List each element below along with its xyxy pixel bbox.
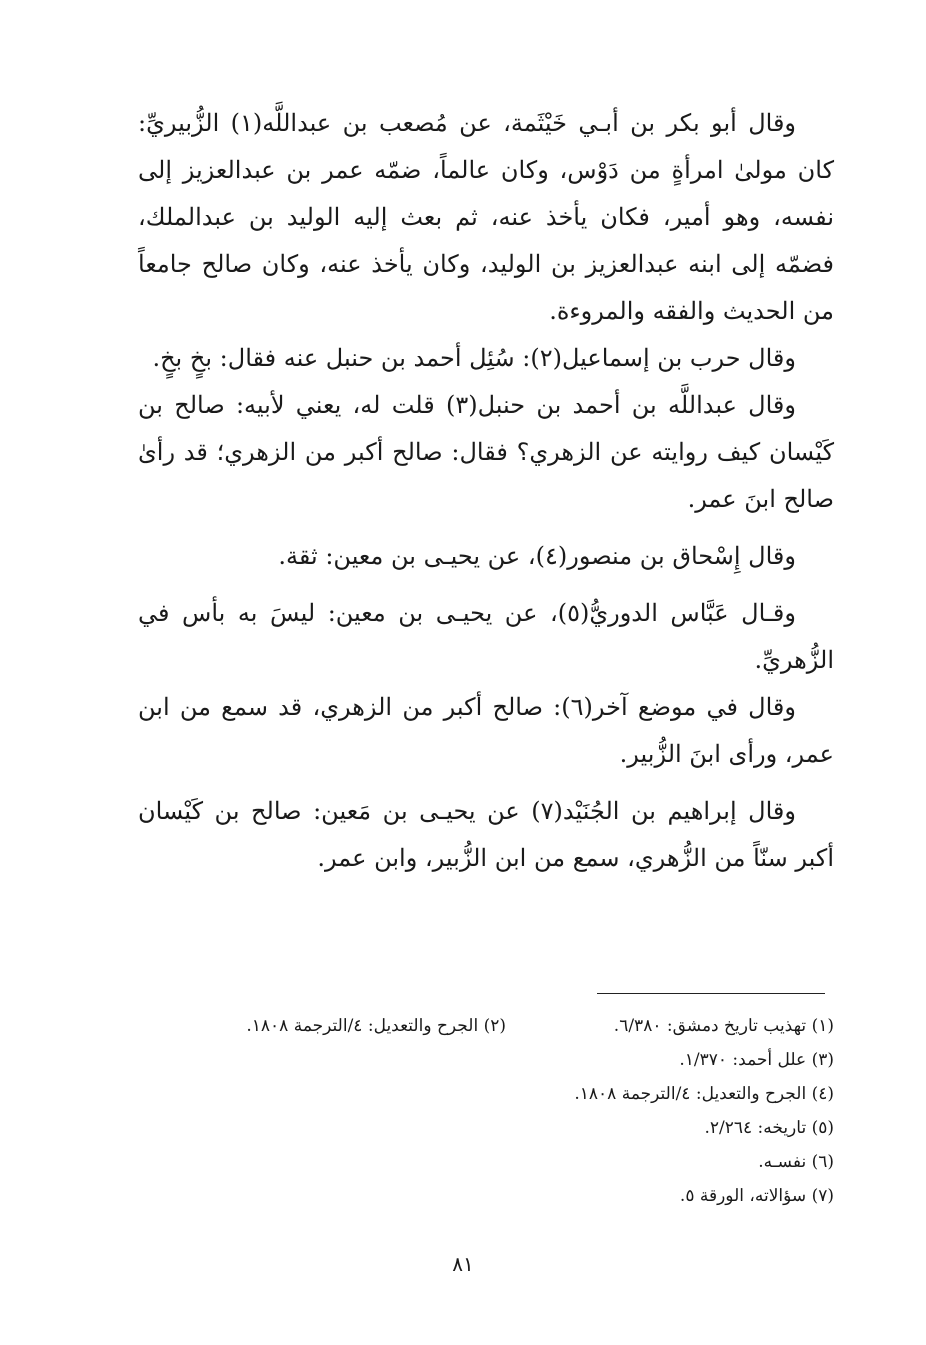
paragraph-abdullah: وقال عبداللَّه بن أحمد بن حنبل(٣) قلت له، يعني لأبيه: صالح بن كَيْسان كيف روايته عن الزهري؟ فقال: صالح أكبر من الزهري؛ قد رأىٰ صالح ابنَ عمر.: [138, 391, 834, 513]
footnote-row: [138, 1009, 834, 1043]
paragraph-harb: وقال حرب بن إسماعيل(٢): سُئِل أحمد بن حنبل عنه فقال: بخٍ بخٍ.: [152, 344, 796, 372]
footnote-2: (٢) الجرح والتعديل: ٤/الترجمة ١٨٠٨.: [246, 1016, 506, 1036]
footnote-row: [138, 1077, 834, 1111]
footnote-4: (٤) الجرح والتعديل: ٤/الترجمة ١٨٠٨.: [574, 1084, 834, 1104]
footnote-row: [138, 1145, 834, 1179]
footnote-1: (١) تهذيب تاريخ دمشق: ٦/٣٨٠.: [613, 1016, 834, 1036]
paragraph-another-place: وقال في موضع آخر(٦): صالح أكبر من الزهري، قد سمع من ابن عمر، ورأى ابنَ الزُّبير.: [138, 693, 834, 768]
paragraph-ibrahim: وقال إبراهيم بن الجُنَيْد(٧) عن يحيـى بن مَعين: صالح بن كَيْسان أكبر سنّاً من الزُّهري، سمع من ابن الزُّبير، وابن عمر.: [138, 797, 834, 872]
footnote-3: (٣) علل أحمد: ١/٣٧٠.: [679, 1050, 834, 1070]
footnote-7: (٧) سؤالاته، الورقة ٥.: [679, 1186, 834, 1206]
footnote-5: (٥) تاريخه: ٢/٢٦٤.: [704, 1118, 834, 1138]
page-number: ٨١: [452, 1252, 474, 1276]
paragraph-mus-ab: وقال أبو بكر بن أبـي خَيْثَمة، عن مُصعب بن عبداللَّه(١) الزُّبيريِّ: كان مولىٰ امرأةٍ من دَوْس، وكان عالماً، ضمّه عمر بن عبدالعزيز إلى نفسه، وهو أمير، فكان يأخذ عنه، ثم بعث إليه الوليد بن عبدالملك، فضمّه إلى ابنه عبدالعزيز بن الوليد، وكان يأخذ عنه، وكان صالح جامعاً من الحديث والفقه والمروءة.: [138, 109, 834, 325]
footnote-6: (٦) نفسـه.: [758, 1152, 834, 1172]
paragraph-ishaq: وقال إِسْحاق بن منصور(٤)، عن يحيـى بن معين: ثقة.: [278, 542, 796, 570]
footnote-row: [138, 1043, 834, 1077]
footnotes: [138, 1009, 834, 1213]
main-text: [138, 100, 834, 882]
footnote-divider: [597, 993, 825, 994]
footnote-row: [138, 1179, 834, 1213]
paragraph-abbas: وقـال عَبَّاس الدوريُّ(٥)، عن يحيـى بن معين: ليسَ به بأس في الزُّهريِّ.: [138, 599, 834, 674]
footnote-row: [138, 1111, 834, 1145]
